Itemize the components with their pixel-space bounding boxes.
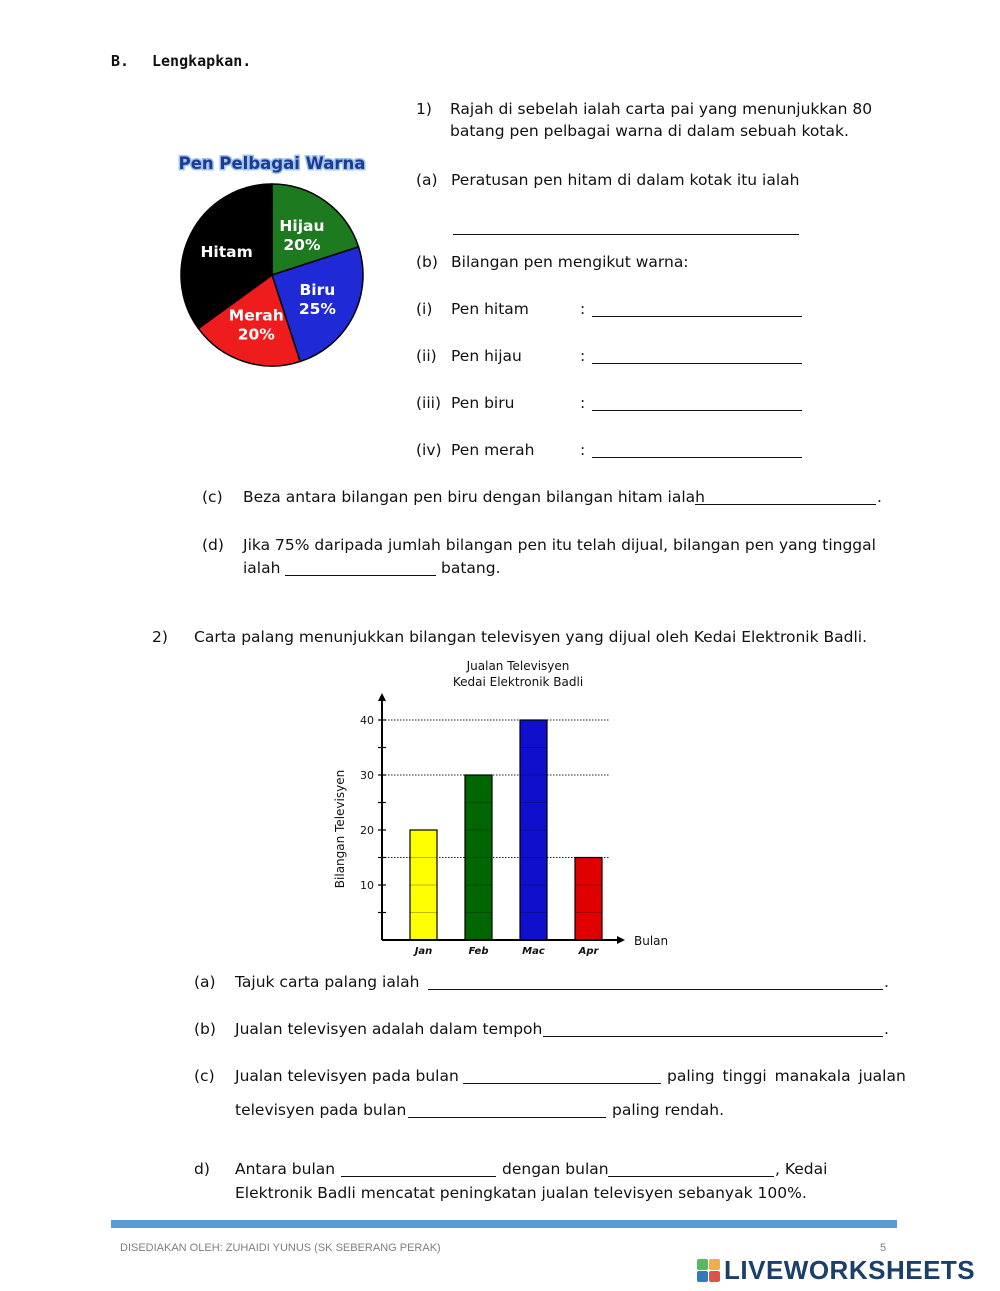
bar-y-axis-arrow [378, 693, 386, 701]
q2d-answer-blank-to[interactable] [608, 1158, 774, 1177]
liveworksheets-brand: LIVEWORKSHEETS [724, 1255, 976, 1285]
bar-chart-ylabel: Bilangan Televisyen [333, 769, 347, 889]
pie-label-merah: Merah [228, 306, 284, 325]
q1b-item-colon: : [580, 394, 586, 412]
q1c-end: . [877, 488, 882, 506]
bar-chart-subtitle: Kedai Elektronik Badli [452, 675, 584, 689]
pie-chart-title: Pen Pelbagai Warna [178, 154, 366, 173]
q2a-end: . [884, 973, 889, 991]
q1-number: 1) [416, 100, 432, 118]
q2d-answer-blank-from[interactable] [341, 1158, 496, 1177]
bar-y-tick-label: 40 [360, 714, 374, 727]
q2b-answer-blank[interactable] [543, 1018, 883, 1037]
bar-chart-xlabel: Bulan [634, 934, 669, 948]
q2c-line2-pre: televisyen pada bulan [235, 1101, 407, 1119]
q1b-item-label: Pen hijau [451, 347, 522, 365]
liveworksheets-logo [697, 1256, 992, 1286]
q2b-label: (b) [194, 1020, 216, 1038]
q2c-answer-blank-low[interactable] [408, 1099, 606, 1118]
q1b-item-num: (ii) [416, 347, 437, 365]
section-title: Lengkapkan. [152, 52, 252, 70]
pie-value-biru: 25% [298, 300, 336, 319]
q1b-item-label: Pen hitam [451, 300, 529, 318]
q1d-line1: Jika 75% daripada jumlah bilangan pen itu telah dijual, bilangan pen yang tinggal [243, 536, 876, 554]
q1b-item-blank[interactable] [592, 392, 802, 411]
q1d-answer-blank[interactable] [285, 557, 436, 576]
bar-x-axis-arrow [617, 936, 625, 944]
bar-category-label: Feb [468, 946, 489, 957]
bar-apr [575, 858, 602, 941]
q1-line1: Rajah di sebelah ialah carta pai yang menunjukkan 80 [450, 100, 873, 118]
pie-label-hitam: Hitam [200, 242, 253, 261]
q1b-label: (b) [416, 253, 438, 271]
q2-intro: Carta palang menunjukkan bilangan televisyen yang dijual oleh Kedai Elektronik Badli. [194, 628, 868, 646]
section-label: B. [111, 52, 130, 70]
q2-number: 2) [152, 628, 168, 646]
pie-label-hijau: Hijau [279, 216, 325, 235]
q2d-pre: Antara bulan [235, 1160, 336, 1178]
q1d-line2-post: batang. [441, 559, 501, 577]
q1b-item-num: (i) [416, 300, 433, 318]
q1a-label: (a) [416, 171, 438, 189]
q1b-text: Bilangan pen mengikut warna: [451, 253, 689, 271]
q1b-item-blank[interactable] [592, 298, 802, 317]
bar-category-label: Mac [522, 946, 545, 957]
q1d-label: (d) [202, 536, 224, 554]
q1a-text: Peratusan pen hitam di dalam kotak itu ialah [451, 171, 800, 189]
q1c-text: Beza antara bilangan pen biru dengan bilangan hitam ialah [243, 488, 705, 506]
pie-value-merah: 20% [237, 325, 275, 344]
q2c-label: (c) [194, 1067, 215, 1085]
footer-bar [111, 1220, 897, 1228]
q2d-line2: Elektronik Badli mencatat peningkatan jualan televisyen sebanyak 100%. [235, 1184, 807, 1202]
q1b-item-colon: : [580, 441, 586, 459]
bar-chart-title: Jualan Televisyen [466, 659, 570, 673]
q1b-item-blank[interactable] [592, 439, 802, 458]
q1b-item-colon: : [580, 300, 586, 318]
bar-y-tick-label: 20 [360, 824, 374, 837]
pie-label-biru: Biru [299, 281, 336, 300]
q1b-item-colon: : [580, 347, 586, 365]
q2b-text: Jualan televisyen adalah dalam tempoh [235, 1020, 543, 1038]
q1d-line2-pre: ialah [243, 559, 281, 577]
q2d-post: , Kedai [775, 1160, 828, 1178]
q1b-item-num: (iii) [416, 394, 442, 412]
liveworksheets-blocks-icon [697, 1259, 721, 1283]
pie-chart [172, 145, 372, 390]
bar-y-tick-label: 10 [360, 879, 374, 892]
q2a-answer-blank[interactable] [428, 971, 883, 990]
q1b-item-blank[interactable] [592, 345, 802, 364]
q2c-pre: Jualan televisyen pada bulan [235, 1067, 459, 1085]
q2a-text: Tajuk carta palang ialah [235, 973, 420, 991]
footer-credit: DISEDIAKAN OLEH: ZUHAIDI YUNUS (SK SEBERANG PERAK) [120, 1242, 441, 1254]
bar-category-label: Apr [578, 946, 599, 957]
q1b-item-num: (iv) [416, 441, 442, 459]
page-number: 5 [880, 1242, 887, 1254]
q2a-label: (a) [194, 973, 216, 991]
bar-y-tick-label: 30 [360, 769, 374, 782]
q2b-end: . [884, 1020, 889, 1038]
q1-line2: batang pen pelbagai warna di dalam sebuah kotak. [450, 122, 849, 140]
q2d-label: d) [194, 1160, 210, 1178]
q2c-answer-blank-high[interactable] [463, 1065, 661, 1084]
q1c-label: (c) [202, 488, 223, 506]
pie-value-hijau: 20% [283, 235, 321, 254]
q1a-answer-blank[interactable] [453, 216, 799, 235]
q2c-mid: paling tinggi manakala jualan [667, 1067, 906, 1085]
q1b-item-label: Pen biru [451, 394, 515, 412]
q1c-answer-blank[interactable] [695, 486, 876, 505]
bar-chart [320, 655, 680, 960]
bar-category-label: Jan [414, 946, 433, 957]
q2c-line2-post: paling rendah. [612, 1101, 725, 1119]
q1b-item-label: Pen merah [451, 441, 535, 459]
q2d-mid: dengan bulan [502, 1160, 609, 1178]
